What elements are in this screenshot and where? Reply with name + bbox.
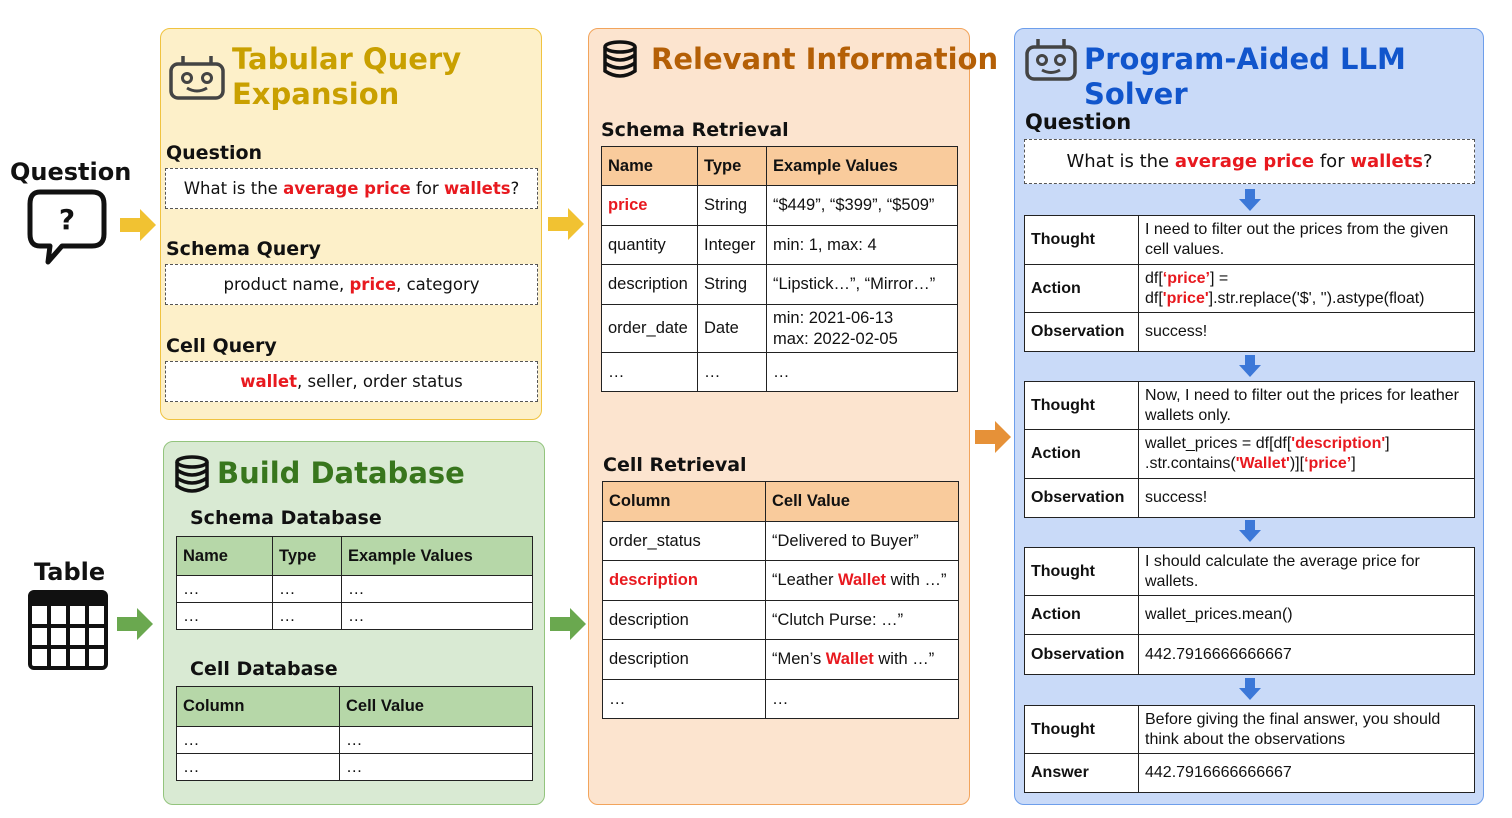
solver-step-2 <box>1024 381 1475 518</box>
thought-key: Thought <box>1025 382 1139 430</box>
thought-key: Thought <box>1025 216 1139 265</box>
arrow-down-4 <box>1239 678 1261 700</box>
code: ] = <box>1209 269 1229 287</box>
query-expansion-title-1: Tabular Query <box>232 42 462 76</box>
date-max: max: 2022-02-05 <box>773 329 898 348</box>
cq-hl: wallet <box>240 372 297 391</box>
cell-ret-header: Cell Value <box>766 482 959 522</box>
cell-ret-cell: … <box>766 680 959 719</box>
schema-db-cell: … <box>273 603 342 630</box>
cell-ret-cell: description <box>603 640 766 680</box>
schema-ret-cell: order_date <box>602 305 698 353</box>
sq-text-3: ? <box>1422 151 1433 172</box>
observation-text: 442.7916666666667 <box>1139 635 1475 675</box>
cell-db-cell: … <box>177 754 340 781</box>
code: wallet_prices = df[df[ <box>1145 435 1292 452</box>
sq-text-2: , category <box>396 275 480 294</box>
schema-ret-cell <box>767 305 958 353</box>
schema-ret-cell: … <box>602 353 698 392</box>
solver-question-label: Question <box>1025 110 1132 134</box>
arrow-yellow-2 <box>548 208 586 240</box>
schema-ret-cell: “Lipstick…”, “Mirror…” <box>767 265 958 305</box>
sq-text-1: What is the <box>1066 151 1175 172</box>
cell-ret-cell: “Delivered to Buyer” <box>766 522 959 561</box>
expansion-question-label: Question <box>166 142 263 164</box>
solver-step-1 <box>1024 215 1475 352</box>
table-label: Table <box>34 558 106 586</box>
observation-text: success! <box>1139 479 1475 518</box>
action-text <box>1139 430 1475 479</box>
schema-database-table <box>176 536 533 630</box>
arrow-yellow-1 <box>120 209 158 241</box>
schema-db-header: Example Values <box>342 537 533 576</box>
schema-ret-cell: quantity <box>602 226 698 265</box>
cell-retrieval-table <box>602 481 959 719</box>
q-hl-2: wallets <box>443 179 511 198</box>
code: ] <box>1385 435 1390 452</box>
database-icon <box>174 455 210 493</box>
expansion-question-box <box>165 168 538 209</box>
cell-ret-header: Column <box>603 482 766 522</box>
schema-db-cell: … <box>342 603 533 630</box>
sq-hl-1: average price <box>1174 151 1315 172</box>
table-icon <box>28 590 108 670</box>
code: )][ <box>1289 455 1305 472</box>
schema-ret-cell: … <box>698 353 767 392</box>
action-key: Action <box>1025 265 1139 313</box>
schema-ret-cell: String <box>698 186 767 226</box>
arrow-down-3 <box>1239 520 1261 542</box>
code: df[ <box>1145 289 1163 307</box>
code: ] <box>1351 455 1356 472</box>
schema-ret-header: Type <box>698 147 767 186</box>
thought-text: Now, I need to filter out the prices for leather wallets only. <box>1139 382 1475 430</box>
arrow-down-1 <box>1239 189 1261 211</box>
q-text-2: for <box>410 179 444 198</box>
cell-hl: Wallet <box>838 571 887 589</box>
cell-text: “Men’s <box>772 650 826 668</box>
query-expansion-title-2: Expansion <box>232 77 400 111</box>
q-text-3: ? <box>510 179 520 198</box>
cell-query-label: Cell Query <box>166 335 277 357</box>
schema-ret-cell: Integer <box>698 226 767 265</box>
cell-ret-cell: order_status <box>603 522 766 561</box>
cell-db-cell: … <box>340 754 533 781</box>
cell-retrieval-label: Cell Retrieval <box>603 454 747 476</box>
cell-query-box <box>165 361 538 402</box>
schema-ret-cell: Date <box>698 305 767 353</box>
cell-database-table <box>176 686 533 781</box>
cell-text: “Leather <box>772 571 839 589</box>
cell-db-cell: … <box>340 727 533 754</box>
schema-ret-header: Example Values <box>767 147 958 186</box>
schema-query-label: Schema Query <box>166 238 321 260</box>
thought-text: Before giving the final answer, you should think about the observations <box>1139 706 1475 754</box>
answer-text: 442.7916666666667 <box>1139 754 1475 793</box>
thought-text: I should calculate the average price for wallets. <box>1139 548 1475 596</box>
solver-step-3 <box>1024 547 1475 675</box>
code-hl: 'description' <box>1291 435 1386 452</box>
schema-ret-cell: String <box>698 265 767 305</box>
cell-db-header: Column <box>177 687 340 727</box>
date-min: min: 2021-06-13 <box>773 308 894 327</box>
robot-icon <box>168 52 226 102</box>
arrow-green-2 <box>550 608 588 640</box>
code-hl: 'Wallet' <box>1235 455 1290 472</box>
question-bubble-icon <box>26 188 108 268</box>
code: .str.contains( <box>1145 455 1236 472</box>
cell-ret-cell: … <box>603 680 766 719</box>
solver-step-4 <box>1024 705 1475 793</box>
code-hl: ‘price’ <box>1162 269 1210 287</box>
cell-hl: Wallet <box>825 650 874 668</box>
question-label: Question <box>10 158 132 186</box>
schema-db-cell: … <box>177 603 273 630</box>
cell-text: with …” <box>886 571 947 589</box>
schema-query-box <box>165 264 538 305</box>
cell-ret-cell: description <box>603 561 766 601</box>
schema-db-cell: … <box>273 576 342 603</box>
database-icon <box>602 40 638 78</box>
sq-text-1: product name, <box>223 275 350 294</box>
schema-ret-cell: … <box>767 353 958 392</box>
sq-hl-2: wallets <box>1350 151 1423 172</box>
schema-db-header: Name <box>177 537 273 576</box>
sq-text-2: for <box>1314 151 1351 172</box>
action-key: Action <box>1025 430 1139 479</box>
observation-key: Observation <box>1025 479 1139 518</box>
action-key: Action <box>1025 596 1139 635</box>
relevant-information-title: Relevant Information <box>651 42 999 76</box>
cell-ret-cell <box>766 561 959 601</box>
build-database-title: Build Database <box>217 456 465 490</box>
cell-database-label: Cell Database <box>190 658 338 680</box>
schema-ret-header: Name <box>602 147 698 186</box>
schema-db-cell: … <box>342 576 533 603</box>
cell-db-cell: … <box>177 727 340 754</box>
thought-text: I need to filter out the prices from the given cell values. <box>1139 216 1475 265</box>
cell-ret-cell: “Clutch Purse: …” <box>766 601 959 640</box>
q-text-1: What is the <box>183 179 284 198</box>
svg-text:?: ? <box>58 203 76 236</box>
observation-key: Observation <box>1025 313 1139 352</box>
q-hl-1: average price <box>283 179 411 198</box>
observation-key: Observation <box>1025 635 1139 675</box>
schema-ret-cell: min: 1, max: 4 <box>767 226 958 265</box>
cell-text: with …” <box>873 650 935 668</box>
action-text: wallet_prices.mean() <box>1139 596 1475 635</box>
thought-key: Thought <box>1025 548 1139 596</box>
code-hl: ‘price’ <box>1304 455 1352 472</box>
code: df[ <box>1145 269 1163 287</box>
schema-ret-cell: “$449”, “$399”, “$509” <box>767 186 958 226</box>
code-hl: 'price' <box>1162 289 1209 307</box>
schema-retrieval-table <box>601 146 958 392</box>
schema-database-label: Schema Database <box>190 507 382 529</box>
answer-key: Answer <box>1025 754 1139 793</box>
observation-text: success! <box>1139 313 1475 352</box>
solver-question-box <box>1024 139 1475 184</box>
cell-db-header: Cell Value <box>340 687 533 727</box>
robot-icon <box>1024 36 1078 82</box>
schema-db-cell: … <box>177 576 273 603</box>
schema-db-header: Type <box>273 537 342 576</box>
schema-ret-cell: description <box>602 265 698 305</box>
cell-ret-cell: description <box>603 601 766 640</box>
cell-ret-cell <box>766 640 959 680</box>
schema-retrieval-label: Schema Retrieval <box>601 119 789 141</box>
thought-key: Thought <box>1025 706 1139 754</box>
llm-solver-title: Program-Aided LLM Solver <box>1084 42 1406 111</box>
arrow-orange <box>975 421 1013 453</box>
sq-hl: price <box>349 275 397 294</box>
code: ].str.replace('$', '').astype(float) <box>1208 289 1425 307</box>
schema-ret-cell: price <box>602 186 698 226</box>
cq-text: , seller, order status <box>297 372 463 391</box>
arrow-down-2 <box>1239 355 1261 377</box>
arrow-green-1 <box>117 608 155 640</box>
action-text <box>1139 265 1475 313</box>
